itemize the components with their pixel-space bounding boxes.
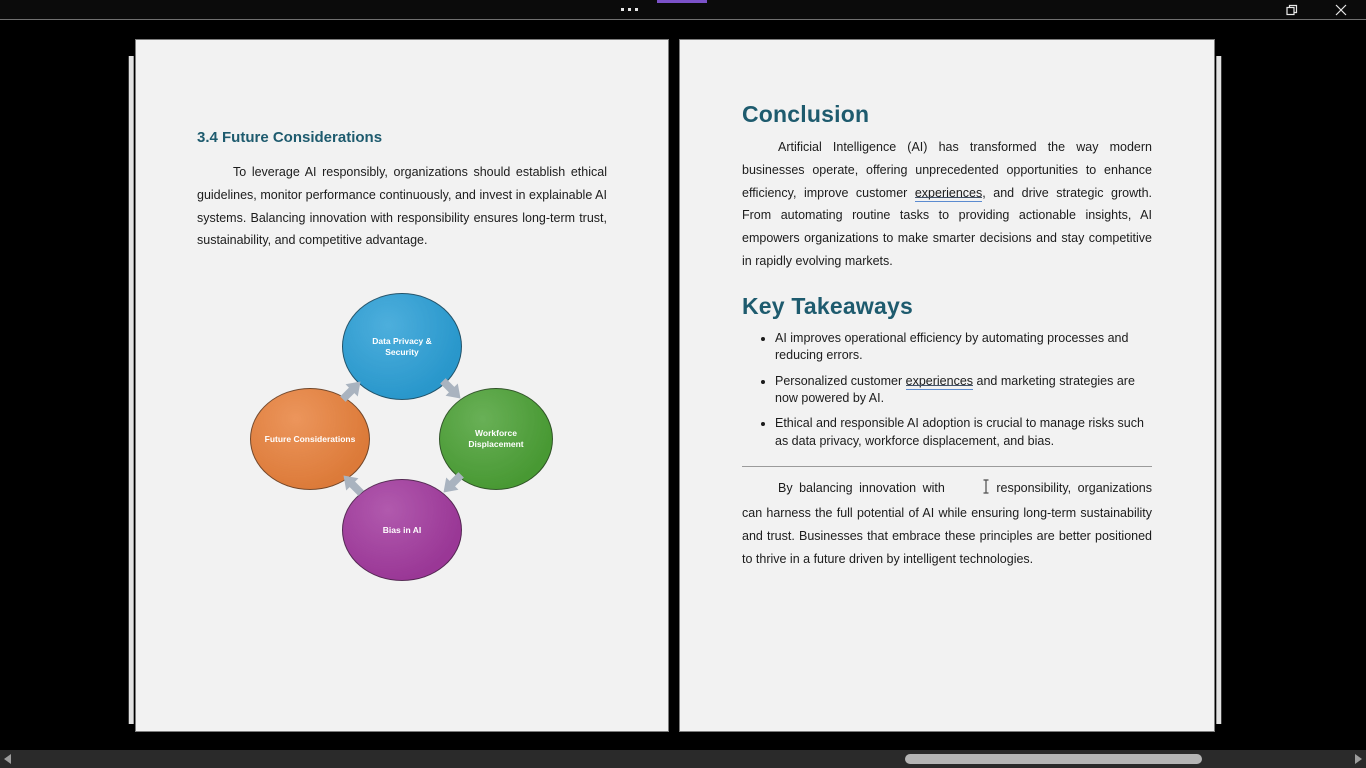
more-options-icon[interactable] (621, 8, 638, 11)
previous-page-edge (128, 56, 134, 724)
horizontal-scrollbar[interactable] (0, 750, 1366, 768)
paragraph-text: , and drive strategic growth. From automating routine tasks to providing actionable insights, AI empowers organizations to make smarter decisions and stay competitive in rapidly evolving markets. (742, 185, 1152, 268)
restore-window-button[interactable] (1284, 2, 1300, 18)
closing-paragraph[interactable] (742, 477, 1152, 570)
paragraph-text: Artificial Intelligence (AI) has transformed the way modern businesses operate, offering unprecedented opportunities to enhance efficiency, improve customer (742, 140, 1152, 200)
bullet-text: AI improves operational efficiency by automating processes and reducing errors. (775, 330, 1129, 363)
body-paragraph[interactable]: To leverage AI responsibly, organizations should establish ethical guidelines, monitor performance continuously, and invest in explainable AI systems. Balancing innovation with responsibility ensures long-term trust, sustainability, and competitive advantage. (197, 165, 607, 248)
close-icon (1333, 2, 1349, 18)
takeaway-item[interactable] (742, 373, 1152, 408)
takeaway-item[interactable] (742, 415, 1152, 450)
scroll-right-arrow-icon[interactable] (1355, 754, 1362, 764)
diagram-node-label: Workforce Displacement (468, 428, 524, 450)
restore-window-icon (1284, 2, 1300, 18)
cycle-diagram[interactable] (197, 288, 607, 588)
titlebar (0, 0, 1366, 20)
takeaway-item[interactable] (742, 330, 1152, 365)
conclusion-heading[interactable]: Conclusion (742, 101, 870, 127)
next-page-edge (1216, 56, 1222, 724)
key-takeaways-heading[interactable]: Key Takeaways (742, 292, 913, 319)
diagram-node-label: Future Considerations (264, 433, 356, 444)
close-window-button[interactable] (1333, 2, 1349, 18)
section-divider (742, 466, 1152, 467)
accent-bar (657, 0, 707, 3)
paragraph-text: responsibility, organizations can harness the full potential of AI while ensuring long-term sustainability and trust. Businesses that embrace these principles are better positioned to thrive in a future driven by intelligent technologies. (742, 481, 1152, 566)
grammar-underlined-word[interactable]: experiences (914, 185, 983, 200)
page-right (680, 40, 1214, 731)
paragraph-text: By balancing innovation with (778, 481, 945, 496)
bullet-text: Personalized customer (775, 373, 906, 388)
scroll-left-arrow-icon[interactable] (4, 754, 11, 764)
section-heading[interactable]: 3.4 Future Considerations (197, 129, 383, 146)
page-left (136, 40, 668, 731)
conclusion-paragraph[interactable] (742, 136, 1152, 273)
text-cursor-icon (946, 479, 990, 502)
diagram-node-label: Bias in AI (382, 524, 422, 535)
bullet-text: Ethical and responsible AI adoption is crucial to manage risks such as data privacy, workforce displacement, and bias. (775, 416, 1144, 448)
grammar-underlined-word[interactable]: experiences (905, 373, 974, 388)
takeaways-list (742, 330, 1152, 450)
scrollbar-thumb[interactable] (905, 754, 1202, 764)
diagram-node-label: Data Privacy & Security (372, 335, 432, 357)
bullet-text: and marketing strategies are now powered by AI. (775, 373, 1135, 405)
